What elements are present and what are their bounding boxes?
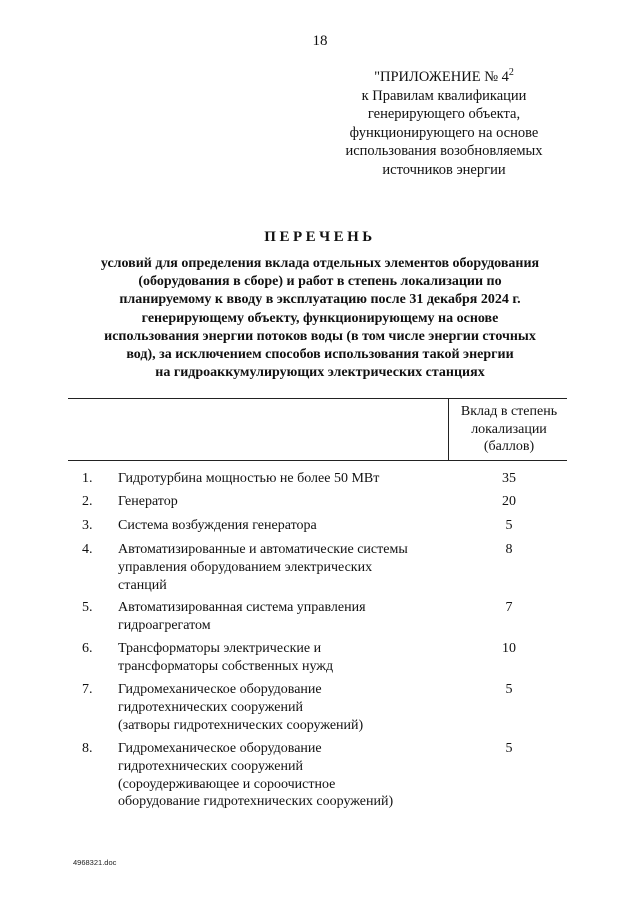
page-number: 18	[312, 33, 328, 49]
file-reference: 4968321.doc	[73, 858, 117, 867]
row-name-line: Трансформаторы электрические и	[118, 641, 322, 656]
row-name	[118, 740, 448, 811]
row-number: 8.	[82, 741, 93, 756]
row-name-line: станций	[118, 577, 167, 593]
row-name-line: оборудование гидротехнических сооружений)	[118, 794, 394, 810]
appendix-block	[330, 68, 558, 179]
row-score: 7	[505, 600, 513, 615]
row-score: 5	[505, 741, 513, 756]
row-score: 5	[505, 518, 513, 533]
row-score: 20	[502, 494, 516, 509]
row-number: 2.	[82, 494, 93, 509]
appendix-line: генерирующего объекта,	[367, 106, 521, 122]
row-number: 5.	[82, 600, 93, 615]
row-name-line: Гидромеханическое оборудование	[118, 741, 322, 756]
row-name-line: Генератор	[118, 494, 178, 509]
row-name-line: гидротехнических сооружений	[118, 699, 303, 715]
appendix-line: к Правилам квалификации	[361, 87, 527, 104]
subtitle-line: (оборудования в сборе) и работ в степень локализации по	[138, 274, 502, 290]
row-number: 7.	[82, 682, 93, 697]
table-top-rule	[68, 398, 567, 399]
row-name	[118, 517, 448, 535]
row-name	[118, 599, 448, 635]
row-name-line: гидротехнических сооружений	[118, 758, 303, 774]
subtitle-line: генерирующему объекту, функционирующему на основе	[141, 310, 499, 326]
appendix-label: "ПРИЛОЖЕНИЕ № 4	[374, 69, 509, 85]
score-header-line: (баллов)	[483, 439, 535, 454]
subtitle-line: вод), за исключением способов использования такой энергии	[126, 347, 514, 363]
row-name	[118, 493, 448, 511]
appendix-line: источников энергии	[382, 161, 506, 178]
score-column-header	[449, 403, 569, 456]
score-header-line: локализации	[471, 421, 547, 437]
row-name	[118, 541, 448, 594]
appendix-superscript: 2	[508, 67, 514, 78]
subtitle-line: планируемому к вводу в эксплуатацию после 31 декабря 2024 г.	[119, 292, 521, 308]
row-name-line: Система возбуждения генератора	[118, 518, 317, 533]
row-name-line: Гидромеханическое оборудование	[118, 682, 322, 697]
appendix-line: использования возобновляемых	[345, 143, 543, 159]
row-score: 8	[505, 542, 513, 557]
row-name-line: управления оборудованием электрических	[118, 559, 373, 575]
subtitle-line: на гидроаккумулирующих электрических станциях	[155, 365, 485, 381]
row-number: 6.	[82, 641, 93, 656]
row-number: 3.	[82, 518, 93, 533]
row-number: 4.	[82, 542, 93, 557]
row-name	[118, 681, 448, 734]
subtitle-line: использования энергии потоков воды (в том числе энергии сточных	[104, 328, 536, 344]
row-name-line: гидроагрегатом	[118, 617, 211, 633]
row-score: 5	[505, 682, 513, 697]
row-name-line: (сороудерживающее и сороочистное	[118, 776, 336, 792]
row-name-line: (затворы гидротехнических сооружений)	[118, 717, 364, 733]
row-name-line: Автоматизированная система управления	[118, 600, 366, 615]
row-name	[118, 640, 448, 676]
row-name-line: Гидротурбина мощностью не более 50 МВт	[118, 471, 380, 486]
row-score: 35	[502, 471, 516, 486]
row-number: 1.	[82, 471, 93, 486]
document-subtitle	[72, 255, 568, 382]
row-name-line: Автоматизированные и автоматические системы	[118, 542, 408, 557]
document-title: ПЕРЕЧЕНЬ	[264, 229, 376, 245]
table-header-rule	[68, 460, 567, 461]
score-header-line: Вклад в степень	[460, 404, 558, 419]
row-name-line: трансформаторы собственных нужд	[118, 658, 334, 674]
row-score: 10	[502, 641, 516, 656]
appendix-heading	[330, 68, 558, 87]
appendix-line: функционирующего на основе	[349, 124, 539, 141]
row-name	[118, 470, 448, 488]
subtitle-line: условий для определения вклада отдельных элементов оборудования	[100, 256, 540, 271]
